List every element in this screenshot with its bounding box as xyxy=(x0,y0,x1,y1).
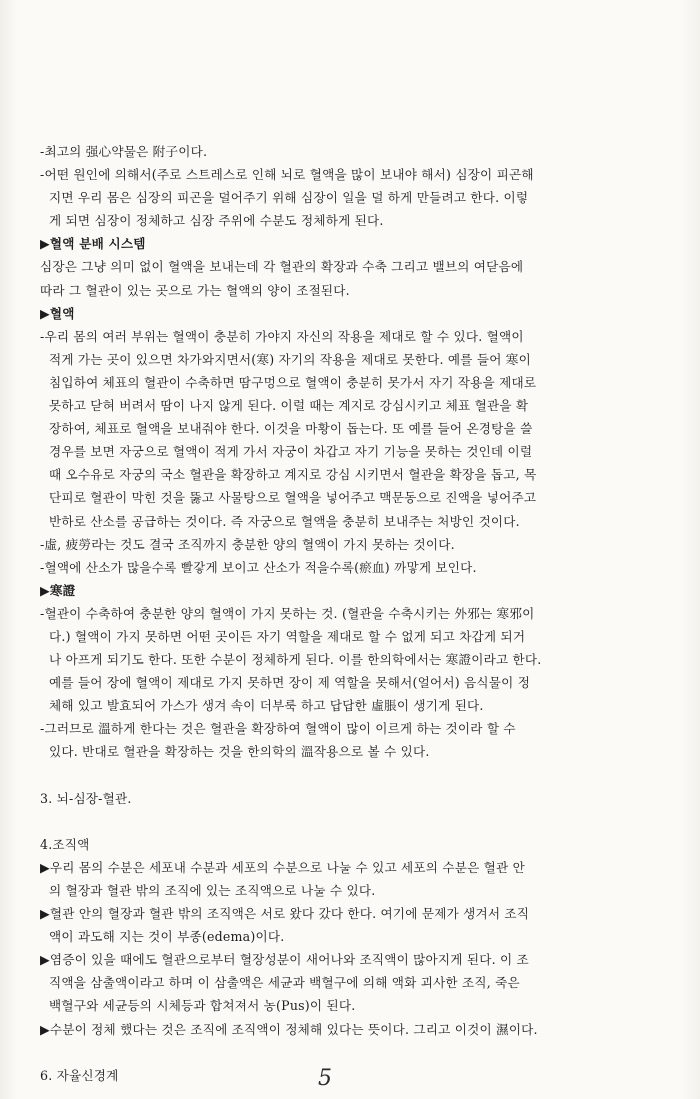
text-line: 못하고 닫혀 버려서 땀이 나지 않게 된다. 이럴 때는 계지로 강심시키고 체표 혈관을 확 xyxy=(49,398,529,414)
text-line: 예를 들어 장에 혈액이 제대로 가지 못하면 장이 제 역할을 못해서(얼어서) 음식물이 정 xyxy=(49,675,531,691)
text-line: -최고의 强心약물은 附子이다. xyxy=(40,144,208,159)
text-line: 나 아프게 되기도 한다. 또한 수분이 정체하게 된다. 이를 한의학에서는 寒證이라고 한다. xyxy=(49,652,542,668)
text-line: 게 되면 심장이 정체하고 심장 주위에 수분도 정체하게 된다. xyxy=(49,213,384,229)
text-line: 지면 우리 몸은 심장의 피곤을 덜어주기 위해 심장이 일을 덜 하게 만들려고 한다. 이렇 xyxy=(49,190,529,206)
text-line: 4.조직액 xyxy=(40,836,90,852)
document-body xyxy=(40,140,680,1087)
text-line: 침입하여 체표의 혈관이 수축하면 땀구멍으로 혈액이 충분히 못가서 자기 작용을 제대로 xyxy=(49,374,537,390)
text-line: 백혈구와 세균등의 시체등과 합쳐져서 농(Pus)이 된다. xyxy=(49,998,356,1014)
text-line: 6. 자율신경계 xyxy=(40,1067,119,1083)
text-line: ▶수분이 정체 했다는 것은 조직에 조직액이 정체해 있다는 뜻이다. 그리고 이것이 濕이다. xyxy=(40,1021,538,1037)
page-number: 5 xyxy=(318,1066,332,1091)
text-line: 의 혈장과 혈관 밖의 조직에 있는 조직액으로 나눌 수 있다. xyxy=(49,883,376,898)
blank-line xyxy=(40,810,680,833)
text-line: -어떤 원인에 의해서(주로 스트레스로 인해 뇌로 혈액을 많이 보내야 해서) 심장이 피곤해 xyxy=(40,167,534,183)
text-line: 경우를 보면 자궁으로 혈액이 적게 가서 자궁이 차갑고 자기 기능을 못하는 것인데 이럴 xyxy=(49,444,533,460)
text-line: -虛, 疲勞라는 것도 결국 조직까지 충분한 양의 혈액이 가지 못하는 것이다. xyxy=(40,536,455,552)
text-line: 직액을 삼출액이라고 하며 이 삼출액은 세균과 백혈구에 의해 액화 괴사한 조직, 죽은 xyxy=(49,975,520,991)
text-line: 단피로 혈관이 막힌 것을 뚫고 사물탕으로 혈액을 넣어주고 맥문동으로 진액을 넣어주고 xyxy=(49,490,537,506)
text-line: 장하여, 체표로 혈액을 보내줘야 한다. 이것을 마황이 돕는다. 또 예를 들어 온경탕을 쓸 xyxy=(49,421,533,437)
section-heading: ▶寒證 xyxy=(40,582,76,598)
text-line: ▶우리 몸의 수분은 세포내 수분과 세포의 수분으로 나눌 수 있고 세포의 수분은 혈관 안 xyxy=(40,859,525,875)
text-line: -그러므로 溫하게 한다는 것은 혈관을 확장하여 혈액이 많이 이르게 하는 것이라 할 수 xyxy=(40,721,516,737)
text-line: 심장은 그냥 의미 없이 혈액을 보내는데 각 혈관의 확장과 수축 그리고 밸브의 여닫음에 xyxy=(40,259,524,275)
text-line: 있다. 반대로 혈관을 확장하는 것을 한의학의 溫작용으로 볼 수 있다. xyxy=(49,744,430,760)
blank-line xyxy=(40,764,680,787)
text-line: 반하로 산소를 공급하는 것이다. 즉 자궁으로 혈액을 충분히 보내주는 처방인 것이다. xyxy=(49,513,520,529)
section-heading: ▶혈액 xyxy=(40,305,75,321)
section-heading: ▶혈액 분배 시스템 xyxy=(40,236,146,252)
text-line: 적게 가는 곳이 있으면 차가와지면서(寒) 자기의 작용을 제대로 못한다. 예를 들어 寒이 xyxy=(49,351,531,367)
text-line: -혈관이 수축하여 충분한 양의 혈액이 가지 못하는 것. (혈관을 수축시키는 外邪는 寒邪이 xyxy=(40,605,535,621)
text-line: 체해 있고 발효되어 가스가 생겨 속이 더부룩 하고 답답한 虛脹이 생기게 된다. xyxy=(49,698,484,714)
text-line: 때 오수유로 자궁의 국소 혈관을 확장하고 계지로 강심 시키면서 혈관을 확장을 돕고, 목 xyxy=(49,467,537,483)
text-line: ▶염증이 있을 때에도 혈관으로부터 혈장성분이 새어나와 조직액이 많아지게 된다. 이 조 xyxy=(40,952,529,968)
text-line: -우리 몸의 여러 부위는 혈액이 충분히 가야지 자신의 작용을 제대로 할 수 있다. 혈액이 xyxy=(40,328,524,344)
text-line: 액이 과도해 지는 것이 부종(edema)이다. xyxy=(49,929,285,945)
text-line: 따라 그 혈관이 있는 곳으로 가는 혈액의 양이 조절된다. xyxy=(40,282,350,298)
text-line: 3. 뇌-심장-혈관. xyxy=(40,790,132,806)
text-line: -혈액에 산소가 많을수록 빨갛게 보이고 산소가 적을수록(瘀血) 까맣게 보인다. xyxy=(40,559,477,575)
blank-line xyxy=(40,1041,680,1064)
text-line: ▶혈관 안의 혈장과 혈관 밖의 조직액은 서로 왔다 갔다 한다. 여기에 문제가 생겨서 조직 xyxy=(40,906,530,922)
text-line: 다.) 혈액이 가지 못하면 어떤 곳이든 자기 역할을 제대로 할 수 없게 되고 차갑게 되거 xyxy=(49,628,526,644)
